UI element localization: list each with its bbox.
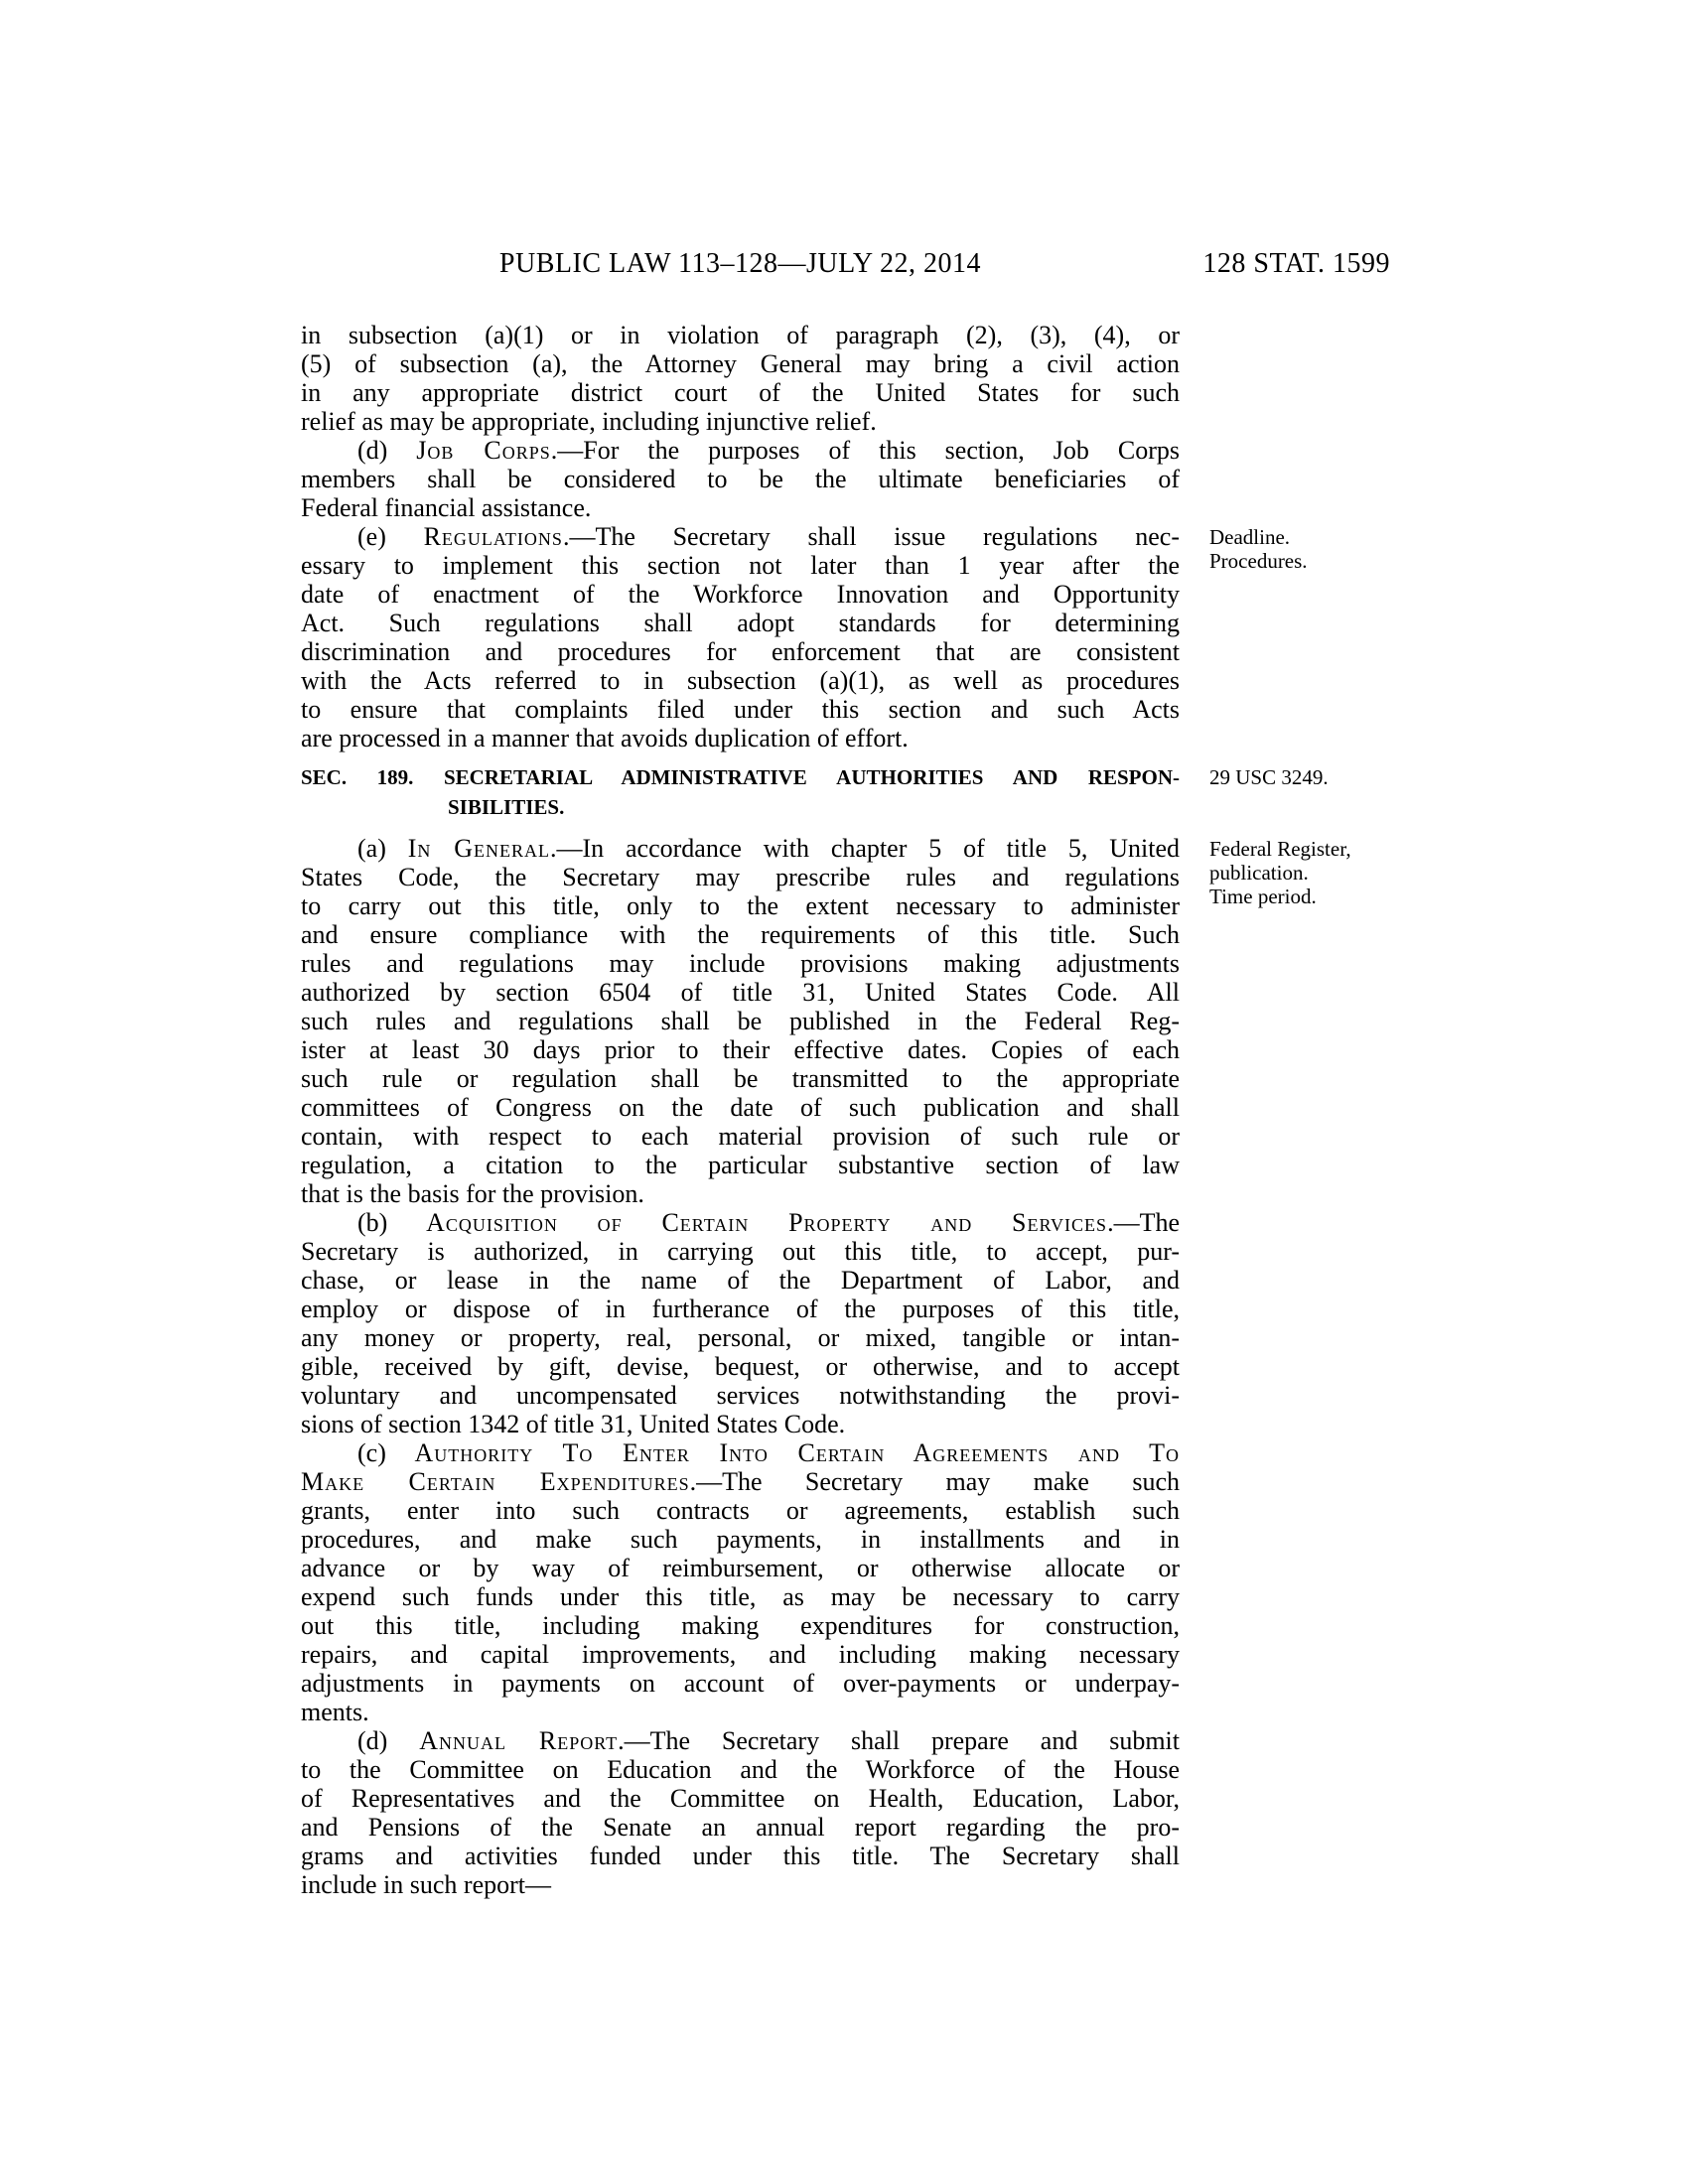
text-column (301, 321, 1351, 1899)
small-caps-label: Regulations (423, 522, 563, 551)
text-line: (c) Authority To Enter Into Certain Agreements and To (357, 1438, 1181, 1467)
text-line: to carry out this title, only to the extent necessary to administer (301, 891, 1180, 920)
small-caps-label: Annual Report (419, 1726, 619, 1755)
text-line: adjustments in payments on account of over-payments or underpay- (301, 1669, 1180, 1698)
text-line: repairs, and capital improvements, and including making necessary (301, 1640, 1180, 1669)
text-line: relief as may be appropriate, including injunctive relief. (301, 407, 877, 436)
margin-note-line: publication. (1209, 861, 1309, 885)
text-line: include in such report— (301, 1870, 551, 1899)
margin-note (1209, 525, 1477, 573)
text-line: States Code, the Secretary may prescribe rules and regulations (301, 863, 1180, 891)
text-line: chase, or lease in the name of the Department of Labor, and (301, 1266, 1180, 1295)
paragraph-c-authority (301, 1438, 1180, 1726)
text-line: with the Acts referred to in subsection (a)(1), as well as procedures (301, 666, 1180, 695)
text-line: grants, enter into such contracts or agreements, establish such (301, 1496, 1180, 1525)
text-line: date of enactment of the Workforce Innovation and Opportunity (301, 580, 1180, 609)
margin-note-line: Federal Register, (1209, 837, 1351, 861)
text-line: procedures, and make such payments, in installments and in (301, 1525, 1180, 1554)
text-line: discrimination and procedures for enforcement that are consistent (301, 637, 1180, 666)
text-line: Make Certain Expenditures.—The Secretary may make such (301, 1467, 1181, 1496)
running-head-stat-number: 128 STAT. 1599 (1202, 248, 1390, 279)
small-caps-label: Authority To Enter Into Certain Agreements and To (414, 1438, 1181, 1467)
text-line: sions of section 1342 of title 31, United States Code. (301, 1410, 846, 1438)
text-line: such rule or regulation shall be transmitted to the appropriate (301, 1064, 1180, 1093)
text-line: SEC. 189. SECRETARIAL ADMINISTRATIVE AUTHORITIES AND RESPON- (301, 765, 1180, 789)
paragraph-d-job-corps (301, 436, 1180, 522)
text-line: ments. (301, 1698, 369, 1726)
text-line: Secretary is authorized, in carrying out this title, to accept, pur- (301, 1237, 1180, 1266)
small-caps-label: Acquisition of Certain Property and Services (426, 1208, 1108, 1237)
text-line: to ensure that complaints filed under this section and such Acts (301, 695, 1180, 724)
margin-note-line: Time period. (1209, 885, 1317, 908)
paragraph-d-annual-report (301, 1726, 1180, 1899)
text-line: rules and regulations may include provisions making adjustments (301, 949, 1180, 978)
text-line: members shall be considered to be the ultimate beneficiaries of (301, 465, 1180, 493)
margin-note (1209, 837, 1477, 908)
text-line: out this title, including making expenditures for construction, (301, 1611, 1180, 1640)
text-line: (b) Acquisition of Certain Property and Services.—The (357, 1208, 1180, 1237)
paragraph-continuation (301, 321, 1180, 436)
text-line: (e) Regulations.—The Secretary shall issue regulations nec- (357, 522, 1181, 551)
text-line: of Representatives and the Committee on Health, Education, Labor, (301, 1784, 1180, 1813)
text-line: in any appropriate district court of the United States for such (301, 378, 1180, 407)
text-line: such rules and regulations shall be published in the Federal Reg- (301, 1007, 1180, 1035)
text-line: Federal financial assistance. (301, 493, 592, 522)
margin-note (1209, 765, 1477, 789)
text-line: gible, received by gift, devise, bequest, or otherwise, and to accept (301, 1352, 1180, 1381)
margin-note-line: Deadline. (1209, 525, 1291, 549)
text-line: advance or by way of reimbursement, or otherwise allocate or (301, 1554, 1180, 1582)
text-line: and Pensions of the Senate an annual report regarding the pro- (301, 1813, 1180, 1842)
running-head-law-title: PUBLIC LAW 113–128—JULY 22, 2014 (498, 248, 982, 279)
text-line: to the Committee on Education and the Workforce of the House (301, 1755, 1180, 1784)
section-heading-189 (301, 762, 1329, 822)
small-caps-label: Make Certain Expenditures (301, 1467, 690, 1496)
text-line: any money or property, real, personal, or mixed, tangible or intan- (301, 1323, 1180, 1352)
paragraph-a-in-general (301, 834, 1351, 1208)
text-line: are processed in a manner that avoids duplication of effort. (301, 724, 909, 752)
text-line: ister at least 30 days prior to their effective dates. Copies of each (301, 1035, 1180, 1064)
margin-note-line: Procedures. (1209, 549, 1308, 573)
text-line: committees of Congress on the date of such publication and shall (301, 1093, 1180, 1122)
small-caps-label: In General (407, 834, 550, 863)
text-line: Act. Such regulations shall adopt standards for determining (301, 609, 1180, 637)
text-line: employ or dispose of in furtherance of the purposes of this title, (301, 1295, 1180, 1323)
text-line: and ensure compliance with the requirements of this title. Such (301, 920, 1180, 949)
text-line: in subsection (a)(1) or in violation of paragraph (2), (3), (4), or (301, 321, 1180, 349)
small-caps-label: Job Corps (416, 436, 551, 465)
paragraph-b-acquisition (301, 1208, 1180, 1438)
text-line: (a) In General.—In accordance with chapter 5 of title 5, United (357, 834, 1180, 863)
text-line: grams and activities funded under this title. The Secretary shall (301, 1842, 1180, 1870)
paragraph-e-regulations (301, 522, 1308, 752)
margin-note-line: 29 USC 3249. (1209, 765, 1329, 789)
text-line: (d) Job Corps.—For the purposes of this section, Job Corps (357, 436, 1180, 465)
text-line: essary to implement this section not later than 1 year after the (301, 551, 1180, 580)
text-line: (d) Annual Report.—The Secretary shall prepare and submit (357, 1726, 1180, 1755)
text-line: that is the basis for the provision. (301, 1179, 644, 1208)
text-line: voluntary and uncompensated services notwithstanding the provi- (301, 1381, 1180, 1410)
text-line: expend such funds under this title, as may be necessary to carry (301, 1582, 1180, 1611)
text-line: (5) of subsection (a), the Attorney General may bring a civil action (301, 349, 1180, 378)
text-line: SIBILITIES. (448, 795, 565, 819)
text-line: regulation, a citation to the particular substantive section of law (301, 1151, 1180, 1179)
text-line: authorized by section 6504 of title 31, United States Code. All (301, 978, 1180, 1007)
text-line: contain, with respect to each material provision of such rule or (301, 1122, 1180, 1151)
